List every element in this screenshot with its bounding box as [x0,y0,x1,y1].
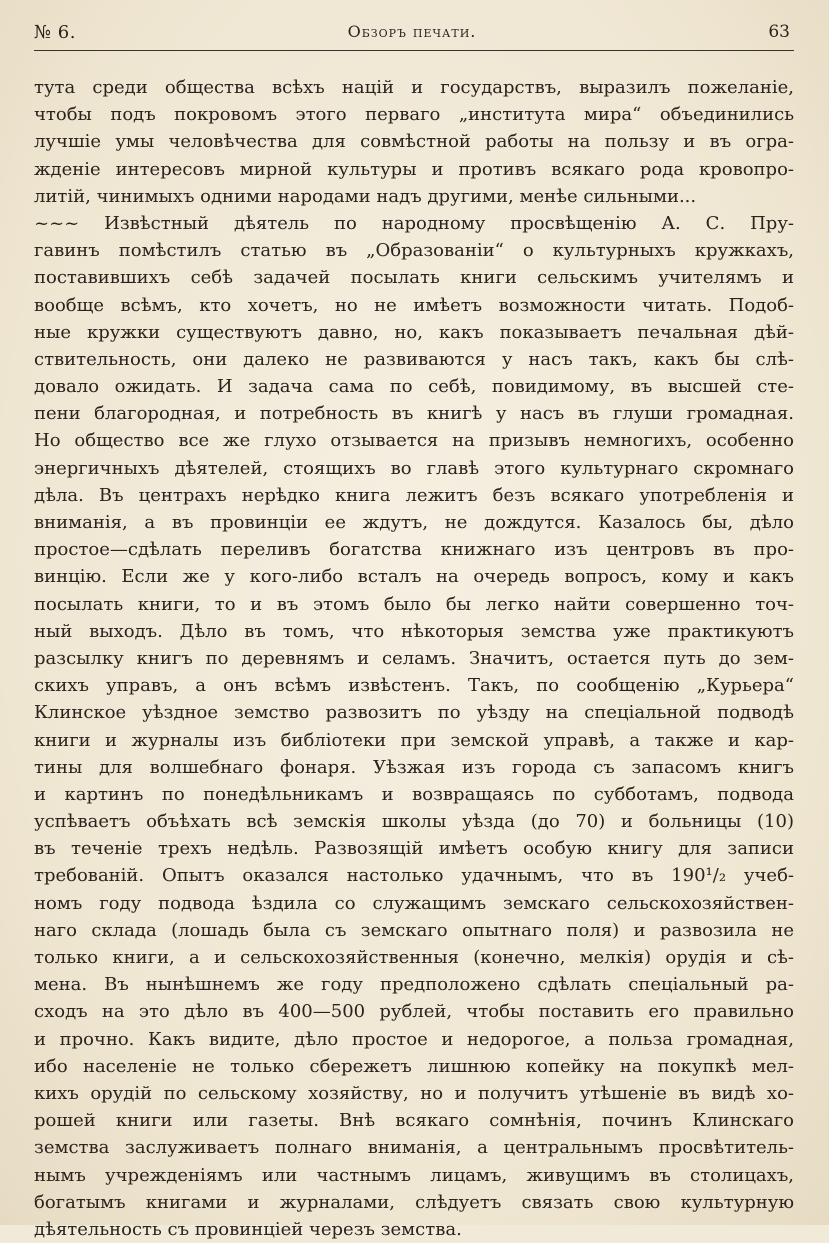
page-number: 63 [768,22,790,42]
issue-number: № 6. [34,22,76,43]
text-line: вниманія, а въ провинціи ее ждутъ, не дождутся. Казалось бы, дѣло [34,512,794,533]
text-line: пени благородная, и потребность въ книгѣ у насъ въ глуши громадная. [34,403,794,425]
text-line: ный выходъ. Дѣло въ томъ, что нѣкоторыя земства уже практикуютъ [34,620,794,642]
text-line: жденіе интересовъ мирной культуры и противъ всякаго рода кровопро- [34,158,794,180]
text-line: мена. Въ нынѣшнемъ же году предположено сдѣлать спеціальный ра- [34,974,794,996]
text-line: гавинъ помѣстилъ статью въ „Образованіи“ о культурныхъ кружкахъ, [34,240,794,262]
text-line: дѣятельность съ провинціей черезъ земства. [34,1218,462,1240]
text-line: земства заслуживаетъ полнаго вниманія, а центральнымъ просвѣтитель- [34,1137,794,1159]
text-line: только книги, а и сельскохозяйственныя (конечно, мелкія) орудія и сѣ- [34,947,794,968]
text-line: ибо населеніе не только сбережетъ лишнюю копейку на покупкѣ мел- [34,1055,794,1077]
running-header [34,20,790,50]
text-line: успѣваетъ объѣхать всѣ земскія школы уѣзда (до 70) и больницы (10) [34,811,794,833]
text-line: книги и журналы изъ библіотеки при земской управѣ, а также и кар- [34,729,794,751]
text-line: чтобы подъ покровомъ этого перваго „института мира“ объединились [34,104,794,126]
text-line: лучшіе умы человѣчества для совмѣстной работы на пользу и въ огра- [34,131,794,153]
text-line: литій, чинимыхъ одними народами надъ другими, менѣе сильными... [34,185,697,207]
text-line: и прочно. Какъ видите, дѣло простое и недорогое, а польза громадная, [34,1028,794,1050]
text-line: богатымъ книгами и журналами, слѣдуетъ связать свою культурную [34,1191,794,1213]
text-line: ные кружки существуютъ давно, но, какъ показываетъ печальная дѣй- [34,321,794,343]
text-line: въ теченіе трехъ недѣль. Развозящій имѣетъ особую книгу для записи [34,838,794,860]
text-line: сходъ на это дѣло въ 400—500 рублей, чтобы поставить его правильно [34,1001,794,1023]
text-line: нымъ учрежденіямъ или частнымъ лицамъ, живущимъ въ столицахъ, [34,1164,794,1186]
text-line: тута среди общества всѣхъ націй и государствъ, выразилъ пожеланіе, [34,77,794,98]
text-line: энергичныхъ дѣятелей, стоящихъ во главѣ этого культурнаго скромнаго [34,457,794,479]
text-line: простое—сдѣлать переливъ богатства книжнаго изъ центровъ въ про- [34,539,794,561]
text-line: наго склада (лошадь была съ земскаго опытнаго поля) и развозила не [34,919,794,941]
text-line: вообще всѣмъ, кто хочетъ, но не имѣетъ возможности читать. Подоб- [34,294,794,316]
text-line: и картинъ по понедѣльникамъ и возвращаясь по субботамъ, подвода [34,783,794,805]
text-line: ~~~ Извѣстный дѣятель по народному просвѣщенію А. С. Пру- [34,212,794,234]
text-line: требованій. Опытъ оказался настолько удачнымъ, что въ 190¹/₂ учеб- [34,865,794,887]
paragraph-1 [34,74,794,210]
text-line: винцію. Если же у кого-либо всталъ на очередь вопросъ, кому и какъ [34,566,794,588]
text-line: номъ году подвода ѣздила со служащимъ земскаго сельскохозяйствен- [34,892,794,914]
text-line: довало ожидать. И задача сама по себѣ, повидимому, въ высшей сте- [34,376,794,398]
text-line: поставившихъ себѣ задачей посылать книги сельскимъ учителямъ и [34,267,794,289]
text-line: разсылку книгъ по деревнямъ и селамъ. Значитъ, остается путь до зем- [34,647,794,669]
header-rule [34,50,794,51]
paragraph-2 [34,210,794,1243]
section-title: Обзоръ печати. [347,22,477,41]
text-line: посылать книги, то и въ этомъ было бы легко найти совершенно точ- [34,593,794,615]
article-body [34,74,794,1243]
text-line: ствительность, они далеко не развиваются у насъ такъ, какъ бы слѣ- [34,348,794,370]
text-line: Клинское уѣздное земство развозитъ по уѣзду на спеціальной подводѣ [34,702,794,724]
text-line: скихъ управъ, а онъ всѣмъ извѣстенъ. Такъ, по сообщенію „Курьера“ [34,675,794,697]
text-line: кихъ орудій по сельскому хозяйству, но и получитъ утѣшеніе въ видѣ хо- [34,1082,794,1104]
text-line: дѣла. Въ центрахъ нерѣдко книга лежитъ безъ всякаго употребленія и [34,484,794,506]
text-line: тины для волшебнаго фонаря. Уѣзжая изъ города съ запасомъ книгъ [34,756,794,778]
text-line: Но общество все же глухо отзывается на призывъ немногихъ, особенно [34,430,794,452]
text-line: рошей книги или газеты. Внѣ всякаго сомнѣнія, починъ Клинскаго [34,1110,794,1132]
